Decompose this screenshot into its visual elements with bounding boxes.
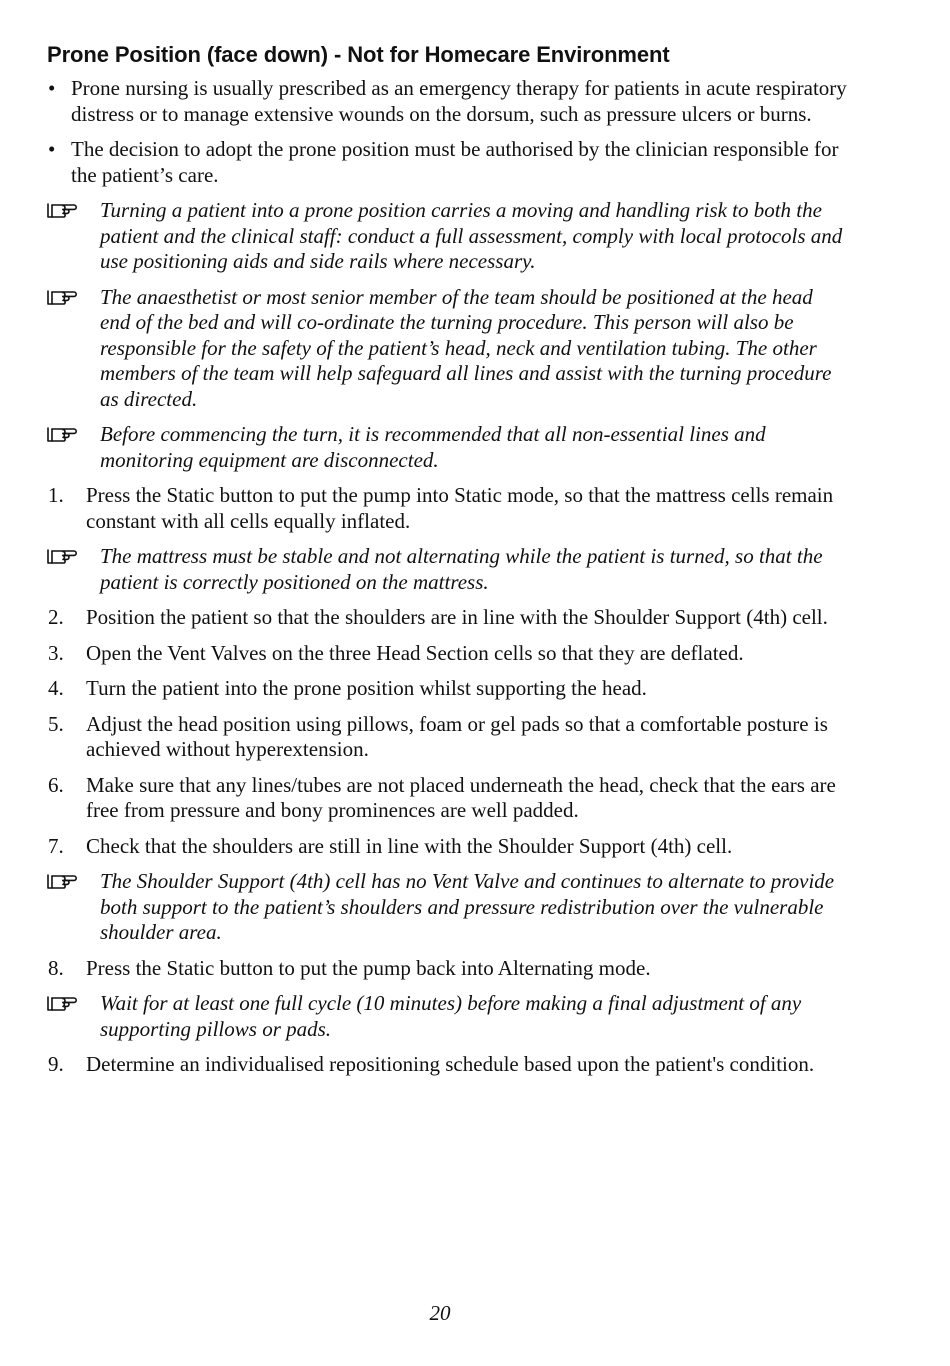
bullet-item <box>47 137 847 188</box>
note-item <box>47 869 847 946</box>
step-number: 4. <box>48 676 64 700</box>
step-item <box>47 641 847 667</box>
document-page <box>47 40 847 1088</box>
step-number: 3. <box>48 640 64 665</box>
step-text: Press the Static button to put the pump back into Alternating mode. <box>86 955 651 980</box>
note-text: Wait for at least one full cycle (10 minutes) before making a final adjustment of any supporting pillows or pads. <box>100 991 802 1041</box>
note-item <box>47 991 847 1042</box>
page-number: 20 <box>429 1301 451 1325</box>
bullet-symbol: • <box>48 137 56 161</box>
step-number: 6. <box>48 772 64 797</box>
pointing-hand-icon <box>46 287 80 307</box>
note-item <box>47 285 847 413</box>
note-text: The mattress must be stable and not alternating while the patient is turned, so that the patient is correctly positioned on the mattress. <box>100 544 823 594</box>
step-item <box>47 1052 847 1078</box>
bullet-item <box>47 76 847 127</box>
step-item <box>47 676 847 702</box>
bullet-text: Prone nursing is usually prescribed as an emergency therapy for patients in acute respiratory distress or to manage extensive wounds on the dorsum, such as pressure ulcers or burns. <box>71 76 847 126</box>
note-text: Turning a patient into a prone position carries a moving and handling risk to both the patient and the clinical staff: conduct a full assessment, comply with local protocols and use positioning aids and side rails where necessary. <box>100 198 843 273</box>
step-text: Adjust the head position using pillows, foam or gel pads so that a comfortable posture is achieved without hyperextension. <box>86 711 828 761</box>
note-text: The anaesthetist or most senior member of the team should be positioned at the head end of the bed and will co-ordinate the turning procedure. This person will also be responsible for the safety of the patient’s head, neck and ventilation tubing. The other members of the team will help safeguard all lines and assist with the turning procedure as directed. <box>100 284 832 411</box>
bullet-text: The decision to adopt the prone position must be authorised by the clinician responsible for the patient’s care. <box>71 137 839 187</box>
step-number: 2. <box>48 605 64 629</box>
step-number: 8. <box>48 955 64 980</box>
step-item <box>47 605 847 631</box>
pointing-hand-icon <box>46 993 80 1013</box>
step-item <box>47 956 847 982</box>
step-number: 9. <box>48 1052 64 1076</box>
note-text: The Shoulder Support (4th) cell has no Vent Valve and continues to alternate to provide both support to the patient’s shoulders and pressure redistribution over the vulnerable shoulder area. <box>100 869 835 944</box>
step-text: Press the Static button to put the pump into Static mode, so that the mattress cells remain constant with all cells equally inflated. <box>86 483 834 533</box>
step-item <box>47 712 847 763</box>
step-text: Check that the shoulders are still in line with the Shoulder Support (4th) cell. <box>86 833 733 858</box>
section-heading: Prone Position (face down) - Not for Homecare Environment <box>47 42 670 67</box>
step-item <box>47 483 847 534</box>
pointing-hand-icon <box>46 871 80 891</box>
step-text: Make sure that any lines/tubes are not placed underneath the head, check that the ears are free from pressure and bony prominences are well padded. <box>86 772 836 822</box>
pointing-hand-icon <box>46 200 80 220</box>
step-number: 5. <box>48 711 64 736</box>
step-item <box>47 834 847 860</box>
note-item <box>47 198 847 275</box>
pointing-hand-icon <box>46 546 80 566</box>
bullet-symbol: • <box>48 76 56 100</box>
note-item <box>47 422 847 473</box>
note-item <box>47 544 847 595</box>
step-number: 7. <box>48 833 64 858</box>
step-text: Open the Vent Valves on the three Head Section cells so that they are deflated. <box>86 640 744 665</box>
step-text: Position the patient so that the shoulders are in line with the Shoulder Support (4th) cell. <box>86 605 828 629</box>
step-text: Turn the patient into the prone position whilst supporting the head. <box>86 676 647 700</box>
step-item <box>47 773 847 824</box>
note-text: Before commencing the turn, it is recommended that all non-essential lines and monitoring equipment are disconnected. <box>100 422 766 472</box>
step-number: 1. <box>48 483 64 507</box>
step-text: Determine an individualised repositioning schedule based upon the patient's condition. <box>86 1052 815 1076</box>
pointing-hand-icon <box>46 424 80 444</box>
